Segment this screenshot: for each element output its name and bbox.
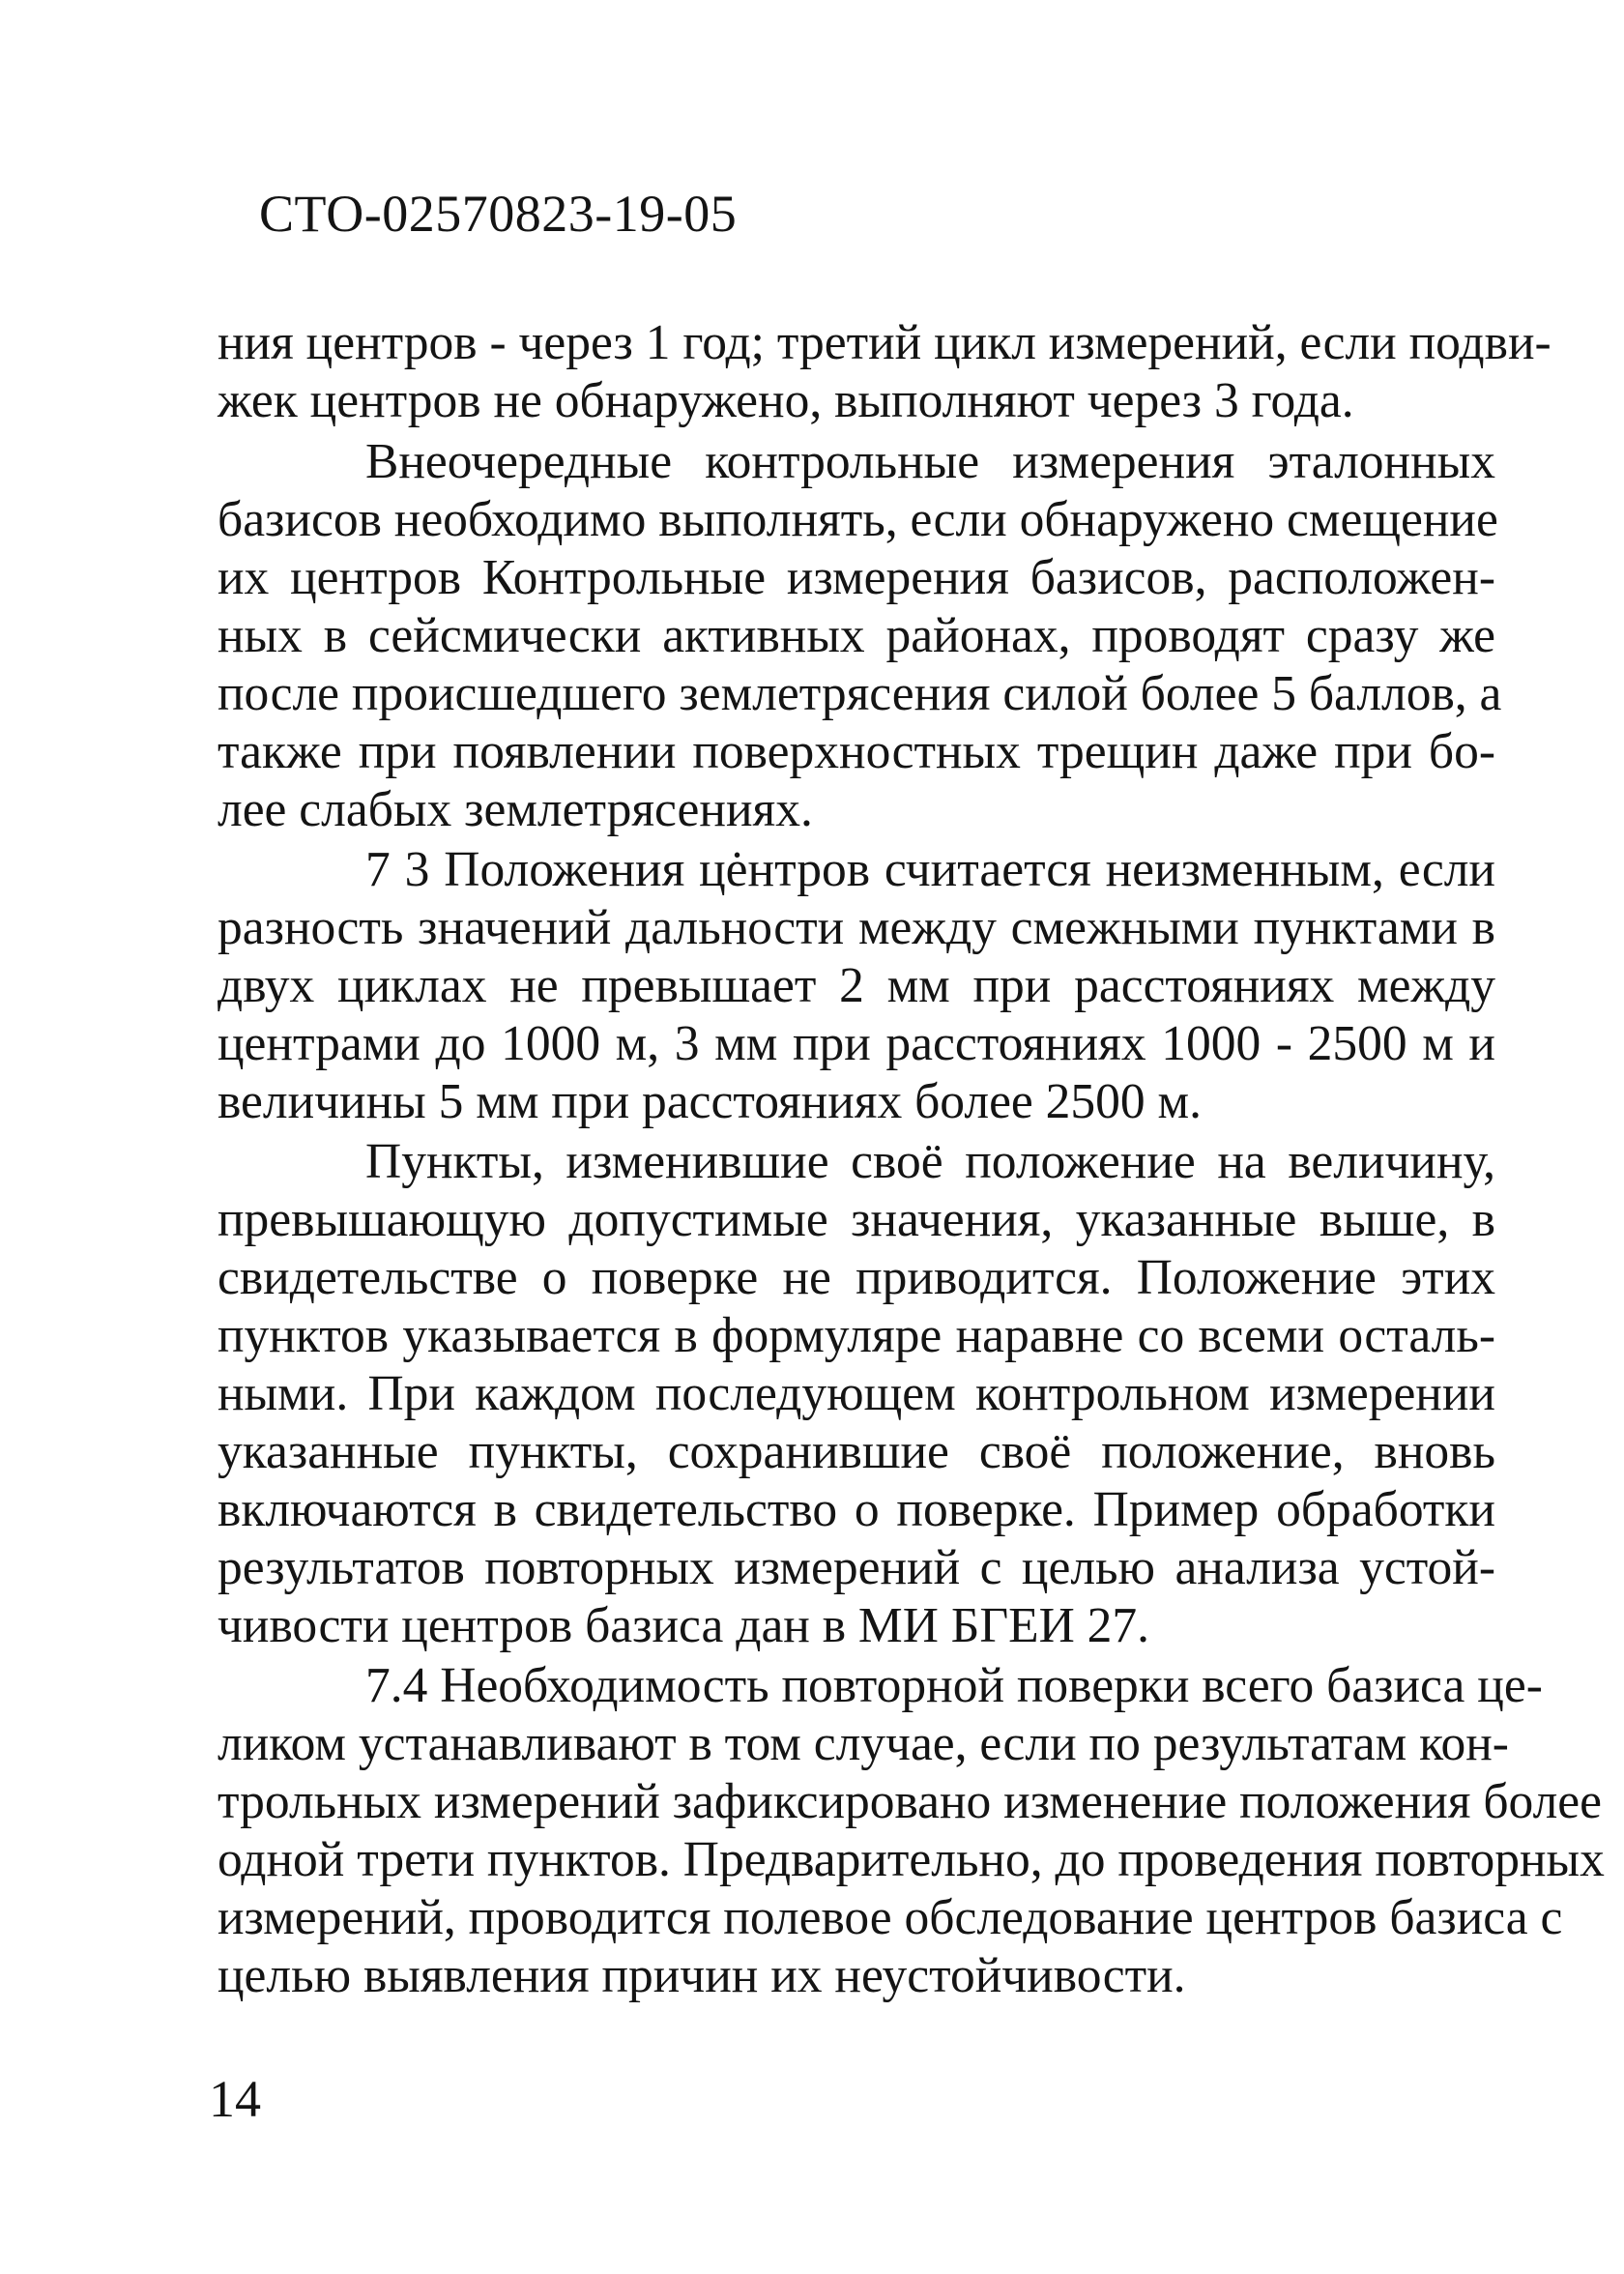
text-line: включаются в свидетельство о поверке. Пример обработки xyxy=(218,1482,1495,1537)
text-line: указанные пункты, сохранившие своё положение, вновь xyxy=(218,1424,1495,1479)
text-line: 7 3 Положения цėнтров считается неизменным, если xyxy=(365,842,1495,897)
paragraph-5 xyxy=(218,1657,1605,2005)
body-text xyxy=(218,314,1605,2005)
paragraph-2 xyxy=(218,433,1502,839)
text-line: центрами до 1000 м, 3 мм при расстояниях 1000 - 2500 м и xyxy=(218,1016,1495,1071)
text-line: пунктов указывается в формуляре наравне со всеми осталь- xyxy=(218,1308,1495,1363)
text-line: базисов необходимо выполнять, если обнаружено смещение xyxy=(218,492,1498,547)
text-line: ния центров - через 1 год; третий цикл измерений, если подви- xyxy=(218,315,1552,370)
text-line: измерений, проводится полевое обследование центров базиса с xyxy=(218,1890,1563,1945)
text-line: их центров Контрольные измерения базисов, расположен- xyxy=(218,550,1495,605)
document-code-header: СТО-02570823-19-05 xyxy=(259,185,738,243)
text-line: свидетельстве о поверке не приводится. Положение этих xyxy=(218,1250,1495,1305)
text-line: двух циклах не превышает 2 мм при расстояниях между xyxy=(218,958,1495,1013)
text-line: 7.4 Необходимость повторной поверки всего базиса це- xyxy=(365,1658,1543,1713)
text-line: ных в сейсмически активных районах, проводят сразу же xyxy=(218,608,1495,663)
text-line: Пункты, изменившие своё положение на величину, xyxy=(365,1134,1495,1189)
text-line: трольных измерений зафиксировано изменение положения более xyxy=(218,1774,1603,1829)
text-line: превышающую допустимые значения, указанные выше, в xyxy=(218,1192,1495,1247)
text-line: также при появлении поверхностных трещин даже при бо- xyxy=(218,724,1495,779)
text-line: после происшедшего землетрясения силой более 5 баллов, а xyxy=(218,666,1502,721)
text-line: жек центров не обнаружено, выполняют через 3 года. xyxy=(218,373,1354,428)
text-line: результатов повторных измерений с целью анализа устой- xyxy=(218,1540,1495,1595)
text-line: целью выявления причин их неустойчивости. xyxy=(218,1948,1186,2003)
paragraph-4 xyxy=(218,1133,1495,1655)
text-line: разность значений дальности между смежными пунктами в xyxy=(218,900,1495,955)
text-line: одной трети пунктов. Предварительно, до проведения повторных xyxy=(218,1832,1605,1887)
paragraph-3 xyxy=(218,841,1495,1131)
text-line: Внеочередные контрольные измерения эталонных xyxy=(365,434,1495,489)
text-line: чивости центров базиса дан в МИ БГЕИ 27. xyxy=(218,1598,1150,1653)
text-line: ликом устанавливают в том случае, если по результатам кон- xyxy=(218,1716,1509,1771)
paragraph-1 xyxy=(218,314,1552,430)
text-line: лее слабых землетрясениях. xyxy=(218,782,813,837)
page-number: 14 xyxy=(209,2070,261,2128)
text-line: ными. При каждом последующем контрольном измерении xyxy=(218,1366,1495,1421)
text-line: величины 5 мм при расстояниях более 2500 м. xyxy=(218,1074,1203,1129)
